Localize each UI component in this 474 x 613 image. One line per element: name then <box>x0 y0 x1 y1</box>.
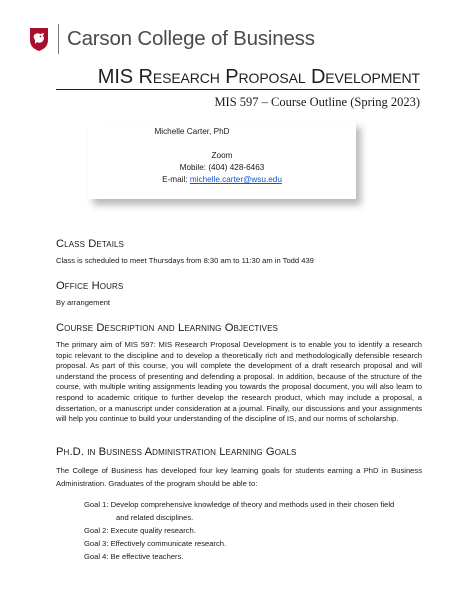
learning-goal-3: Goal 3: Effectively communicate research. <box>84 539 227 548</box>
instructor-name: Michelle Carter, PhD <box>154 127 230 136</box>
learning-goal-4: Goal 4: Be effective teachers. <box>84 552 184 561</box>
learning-goals-heading: Ph.D. in Business Administration Learning Goals <box>56 446 297 458</box>
instructor-email-link[interactable]: michelle.carter@wsu.edu <box>189 175 282 184</box>
instructor-email-line <box>88 175 356 184</box>
school-name: Carson College of Business <box>67 27 315 50</box>
office-hours-text: By arrangement <box>56 298 111 307</box>
wsu-cougar-seal-icon <box>28 26 50 52</box>
learning-goal-1-continued: and related disciplines. <box>116 513 194 522</box>
learning-goal-1: Goal 1: Develop comprehensive knowledge of theory and methods used in their chosen field <box>84 500 395 509</box>
logo-divider <box>58 24 59 54</box>
class-details-text: Class is scheduled to meet Thursdays from 8:30 am to 11:30 am in Todd 439 <box>56 256 314 265</box>
course-description-text: The primary aim of MIS 597: MIS Research Proposal Development is to enable you to identify a research topic relevant to the discipline and to develop a theoretically rich and methodologically defensible research proposal. As part of this course, you will complete the development of a draft research proposal and will understand the process of presenting and defending a proposal. In addition, because of the structure of the course, with multiple writing assignments leading you towards the proposal document, you will also learn to respond to academic critique to further develop the research product, which may include a proposal, a dissertation, or a manuscript under consideration at a journal. Finally, our discussions and your assignments will help you continue to build your understanding of the discipline of IS, and our norms of scholarship. <box>56 340 422 424</box>
instructor-contact-box <box>88 121 356 199</box>
title-rule <box>56 89 420 90</box>
course-description-heading: Course Description and Learning Objectives <box>56 322 278 334</box>
instructor-location: Zoom <box>211 151 233 160</box>
email-label: E-mail: <box>162 175 190 184</box>
learning-goal-2: Goal 2: Execute quality research. <box>84 526 196 535</box>
learning-goals-intro: The College of Business has developed four key learning goals for students earning a PhD in Business Administration. Graduates of the program should be able to: <box>56 466 422 488</box>
instructor-phone: Mobile: (404) 428-6463 <box>179 163 265 172</box>
college-logo <box>28 22 315 56</box>
course-title: MIS Research Proposal Development <box>97 66 420 88</box>
course-subtitle: MIS 597 – Course Outline (Spring 2023) <box>214 95 420 109</box>
office-hours-heading: Office Hours <box>56 280 124 292</box>
class-details-heading: Class Details <box>56 238 124 250</box>
